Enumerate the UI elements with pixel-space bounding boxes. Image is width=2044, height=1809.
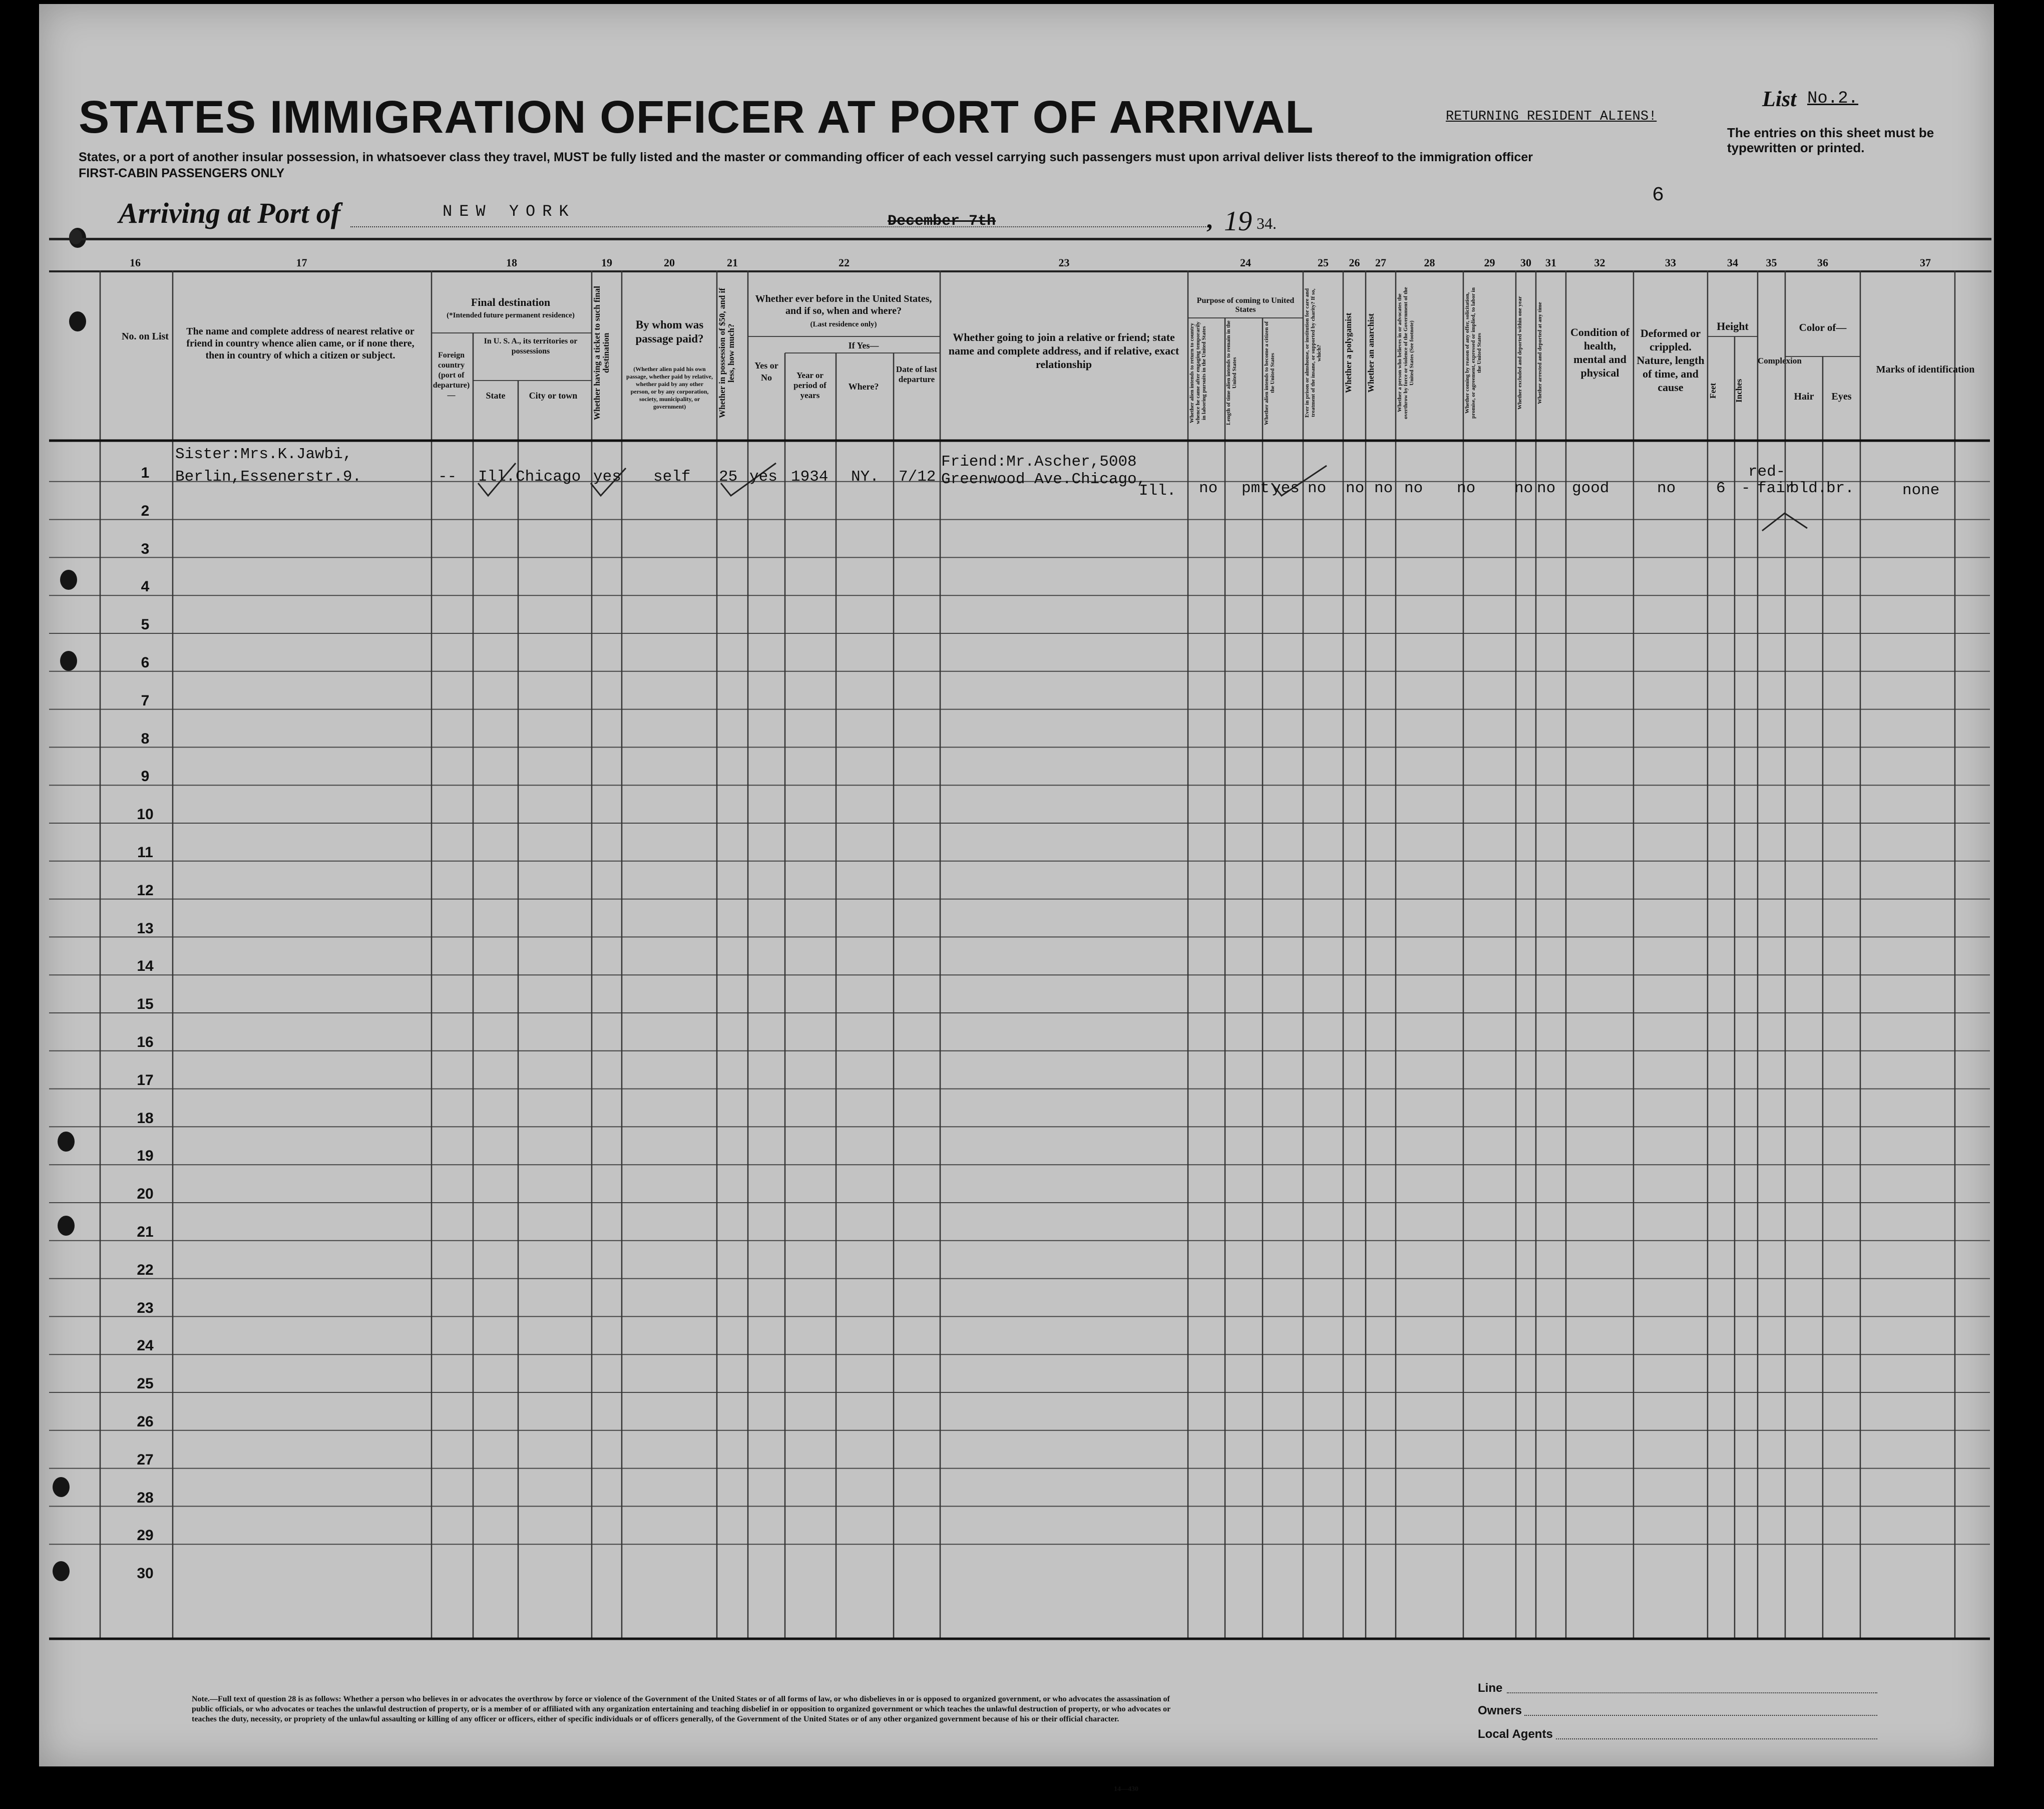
header-hair: Hair	[1794, 391, 1814, 402]
polygamist-value: no	[1346, 480, 1365, 497]
foreign-country-value: --	[438, 468, 457, 486]
header-prison: Ever in prison or almshouse, or institution for care and treatment of the insane, or supported by charity? If so, which?	[1304, 288, 1322, 418]
arriving-label: Arriving at Port of	[119, 197, 341, 229]
list-number: No.2.	[1807, 89, 1859, 108]
row-number: 15	[137, 996, 154, 1013]
purpose-citizen-value: yes	[1272, 480, 1300, 497]
header-color: Color of—	[1799, 321, 1847, 333]
page: STATES IMMIGRATION OFFICER AT PORT OF ARRIVAL States, or a port of another insular possession, in whatsoever class they travel, MUST be fully listed and the master or commanding officer of each vessel carrying such passengers must upon arrival deliver lists thereof to the immigration officer FIRST-CABIN PASSENGERS ONLY RETURNING RESIDENT ALIENS! List No.2. The entries on this sheet must be typewritten or printed. Arriving at Port of NEW YORK December 7th , 19 34. 6 16 17 18 19 20 21 22 23 24 25 26 27 28 29 30 31 32 33 34 35 36 37 No. on List The name and complete address of nearest relative or friend in country whence alien came, or if none there, then in country of which a citizen or subject. Final destination (*Intended future permanent residence) Foreign country (port of departure)— In U. S. A., its territories or possessions State City or town Whether having a ticket to such final destination By whom was passage paid? (Whether alien paid his own passage, whether paid by relative, whether paid by any other person, or by any corporation, society, municipality, or government) Whether in possession of $50, and if less, how much? Whether ever before in the United States, and if so, when and where? (Last residence only) If Yes— Yes or No Year or period of years Where? Date of last departure Whether going to join a relative or friend; state name and complete address, and if relative, exact relationship Purpose of coming to United States Whether alien intends to return to country whence he came after engaging temporarily in laboring pursuits in the United States Length of time alien intends to remain in the United States Whether alien intends to become a citizen of the United States Ever in prison or almshouse, or institution for care and treatment of the insane, or supported by charity? If so, which? Whether a polygamist Whether an anarchist Whether a person who believes in or advocates the overthrow by force or violence of the Government of the United States (See footnote) Whether coming by reason of any offer, solicitation, promise, or agreement, expressed or implied, to labor in the United States Whether excluded and deported within one year Whether arrested and deported at any time Condition of health, mental and physical Deformed or crippled. Nature, length of time, and cause Height Feet Inches Complexion Color of— Hair Eyes Marks of identification 1 2 3 4 5 6 7 8 9 10 11 12 13 14 15 16 17 18 19 20 21 22 23 24 25 26 27 28 29 30 Sister:Mrs.K.Jawbi, Berlin,Essenerstr.9. -- Ill. Chicago yes self 25 yes 1934 NY. 7/12 Friend:Mr.Ascher,5008 Greenwood Ave.Chicago, Ill. no pmt yes no no no no no no no good no 6 - fair red- bld. br. none Note.—Full text of question 28 is as follows: Whether a person who believes in or advocates the overthrow by force or violence of the Government of the United States or of all forms of law, or who disbelieves in or is opposed to organized government, or who advocates the assassination of public officials, or who advocates or teaches the unlawful destruction of property, or is a member of or affiliated with any organization entertaining and teaching disbelief in or opposition to organized government or which teaches the unlawful destruction of property, or who advocates or teaches the duty, necessity, or propriety of the unlawful assaulting or killing of any officer or officers, either of specific individuals or of officers generally, of the Government of the United States or of any other organized government because of his or their official character. 14—430 Line Owners Local Agents	[0, 0, 2044, 1809]
header-joining: Whether going to join a relative or friend; state name and complete address, and if relative, exact relationship	[948, 331, 1179, 371]
header-overthrow: Whether a person who believes in or advocates the overthrow by force or violence of the Government of the United States (See footnote)	[1397, 287, 1415, 419]
column-number: 31	[1545, 256, 1556, 269]
health-value: good	[1572, 480, 1609, 497]
row-number: 19	[137, 1148, 154, 1165]
anarchist-value: no	[1374, 480, 1393, 497]
joining-line-1: Friend:Mr.Ascher,5008	[941, 453, 1137, 471]
purpose-length-value: pmt	[1242, 480, 1270, 497]
header-if-yes: If Yes—	[848, 340, 879, 350]
header-money: Whether in possession of $50, and if less, how much?	[717, 288, 736, 418]
eyes-value: br.	[1826, 480, 1854, 497]
list-label: List	[1762, 87, 1797, 111]
overthrow-value: no	[1404, 480, 1423, 497]
row-number: 16	[137, 1034, 154, 1050]
row-number: 1	[141, 465, 150, 481]
header-ticket: Whether having a ticket to such final destination	[592, 286, 611, 420]
header-no-on-list: No. on List	[122, 331, 169, 342]
row-number: 11	[137, 844, 153, 861]
header-relative: The name and complete address of nearest relative or friend in country whence alien came, or if none there, then in country of which a citizen or subject.	[186, 326, 415, 361]
where-value: NY.	[851, 468, 879, 486]
money-value: 25	[719, 468, 738, 486]
subtitle-line-1: States, or a port of another insular possession, in whatsoever class they travel, MUST be fully listed and the master or commanding officer of each vessel carrying such passengers must upon arrival deliver lists thereof to the immigration officer	[79, 150, 1533, 164]
column-number: 25	[1318, 256, 1329, 269]
row-number: 18	[137, 1110, 154, 1127]
header-polygamist: Whether a polygamist	[1344, 312, 1353, 394]
row-number: 24	[137, 1337, 154, 1354]
header-purpose-length: Length of time alien intends to remain in the United States	[1225, 320, 1238, 426]
column-number: 35	[1766, 256, 1777, 269]
deformed-value: no	[1657, 480, 1676, 497]
year-value: 1934	[791, 468, 829, 486]
header-complexion: Complexion	[1758, 356, 1802, 366]
local-agents-field	[1556, 1738, 1877, 1739]
row-number: 9	[141, 768, 150, 785]
city-value: Chicago	[516, 468, 581, 486]
row-number: 4	[141, 578, 150, 595]
row-number: 13	[137, 920, 154, 937]
column-number: 23	[1058, 256, 1070, 269]
hair-line-1: red-	[1748, 463, 1786, 481]
purpose-return-value: no	[1199, 480, 1218, 497]
column-number: 26	[1349, 256, 1360, 269]
header-ever-before-note: (Last residence only)	[810, 320, 877, 328]
header-final-destination: Final destination	[471, 296, 551, 308]
header-anarchist: Whether an anarchist	[1366, 313, 1376, 393]
row-number: 5	[141, 616, 150, 633]
header-usa: In U. S. A., its territories or possessions	[484, 337, 578, 355]
marks-value: none	[1902, 482, 1940, 499]
row-number: 14	[137, 958, 154, 975]
page-title: STATES IMMIGRATION OFFICER AT PORT OF ARRIVAL	[79, 92, 1314, 143]
column-number: 16	[130, 256, 141, 269]
column-number: 33	[1665, 256, 1676, 269]
row-number: 3	[141, 540, 150, 557]
inches-value: -	[1741, 480, 1751, 497]
line-label: Line	[1478, 1681, 1503, 1695]
row-number: 10	[137, 806, 154, 823]
paid-by-value: self	[653, 468, 691, 486]
row-number: 25	[137, 1375, 154, 1392]
header-passage-note: (Whether alien paid his own passage, whether paid by relative, whether paid by any other person, or by any corporation, society, municipality, or government)	[626, 366, 713, 410]
joining-line-3: Ill.	[1139, 482, 1176, 500]
column-number: 30	[1520, 256, 1531, 269]
header-eyes: Eyes	[1831, 391, 1852, 402]
column-number: 20	[664, 256, 675, 269]
row-number: 30	[137, 1565, 154, 1582]
column-number: 17	[296, 256, 307, 269]
typewrite-instruction: The entries on this sheet must be typewritten or printed.	[1727, 125, 1934, 155]
ticket-value: yes	[593, 468, 621, 486]
ever-before-value: yes	[749, 468, 777, 486]
column-number: 36	[1817, 256, 1828, 269]
owners-field	[1524, 1715, 1877, 1716]
column-number: 34	[1727, 256, 1738, 269]
year-prefix: 19	[1224, 206, 1252, 237]
excluded-value: no	[1514, 480, 1533, 497]
header-year: Year or period of years	[793, 371, 827, 400]
row-number: 26	[137, 1413, 154, 1430]
column-number: 29	[1484, 256, 1495, 269]
row-number: 20	[137, 1186, 154, 1203]
header-arrested: Whether arrested and deported at any time	[1537, 302, 1543, 404]
row-number: 29	[137, 1527, 154, 1544]
column-number: 32	[1594, 256, 1605, 269]
header-purpose-citizen: Whether alien intends to become a citizen of the United States	[1264, 321, 1276, 425]
arrival-date: December 7th	[888, 213, 996, 230]
header-marks: Marks of identification	[1876, 364, 1975, 375]
column-number: 27	[1375, 256, 1386, 269]
joining-line-2: Greenwood Ave.Chicago,	[941, 471, 1146, 488]
row-number: 6	[141, 654, 150, 671]
header-ever-before: Whether ever before in the United States, and if so, when and where?	[755, 293, 932, 316]
form-number: 14—430	[1114, 1785, 1138, 1793]
row-number: 28	[137, 1489, 154, 1506]
header-where: Where?	[848, 382, 879, 392]
departure-value: 7/12	[899, 468, 936, 486]
header-deformed: Deformed or crippled. Nature, length of time, and cause	[1637, 327, 1705, 394]
row-number: 23	[137, 1299, 154, 1316]
arrested-value: no	[1537, 480, 1556, 497]
owners-label: Owners	[1478, 1704, 1522, 1717]
row-number: 21	[137, 1224, 154, 1240]
column-number: 37	[1920, 256, 1931, 269]
column-number: 28	[1424, 256, 1435, 269]
header-foreign-country: Foreign country (port of departure)—	[433, 351, 470, 400]
column-number: 19	[601, 256, 612, 269]
row-number: 22	[137, 1261, 154, 1278]
subtitle-line-2: FIRST-CABIN PASSENGERS ONLY	[79, 166, 285, 180]
header-excluded: Whether excluded and deported within one year	[1517, 296, 1523, 410]
column-number: 24	[1240, 256, 1251, 269]
prison-value: no	[1308, 480, 1327, 497]
row-number: 17	[137, 1071, 154, 1089]
footnote: Note.—Full text of question 28 is as follows: Whether a person who believes in or advocates the overthrow by force or violence of the Government of the United States or of all forms of law, or who disbelieves in or is opposed to organized government, or who advocates the assassination of public officials, or who advocates or teaches the unlawful destruction of property, or is a member of or affiliated with any organization entertaining and teaching disbelief in or opposition to organized government or which teaches the unlawful destruction of property, or who advocates or teaches the duty, necessity, or propriety of the unlawful assaulting or killing of any officer or officers, either of specific individuals or of officers generally, of the Government of the United States or of any other organized government because of his or their official character.	[192, 1695, 1170, 1723]
state-value: Ill.	[478, 468, 516, 486]
header-purpose-return: Whether alien intends to return to country whence he came after engaging temporarily in laboring pursuits in the United States	[1189, 321, 1207, 425]
corner-mark: 6	[1652, 184, 1665, 207]
arrival-port: NEW YORK	[443, 202, 576, 221]
line-field	[1507, 1692, 1877, 1693]
row-number: 8	[141, 730, 150, 747]
header-health: Condition of health, mental and physical	[1570, 326, 1629, 379]
header-state: State	[486, 391, 506, 401]
header-final-destination-note: (*Intended future permanent residence)	[447, 311, 575, 319]
header-offer: Whether coming by reason of any offer, solicitation, promise, or agreement, expressed or implied, to labor in the United States	[1464, 287, 1482, 419]
row-number: 2	[141, 502, 150, 519]
local-agents-label: Local Agents	[1478, 1727, 1553, 1741]
complexion-value: fair	[1757, 480, 1795, 497]
row-number: 7	[141, 692, 150, 709]
hair-line-2: bld.	[1790, 480, 1827, 497]
column-number: 21	[727, 256, 738, 269]
header-purpose: Purpose of coming to United States	[1196, 296, 1295, 314]
header-feet: Feet	[1708, 383, 1718, 399]
returning-stamp: RETURNING RESIDENT ALIENS!	[1446, 109, 1657, 124]
header-date-departure: Date of last departure	[896, 365, 938, 384]
row-number: 12	[137, 882, 154, 899]
relative-address-line-2: Berlin,Essenerstr.9.	[175, 468, 362, 486]
year-suffix: 34.	[1257, 214, 1277, 232]
row-number: 27	[137, 1451, 154, 1468]
column-number: 22	[839, 256, 850, 269]
header-city: City or town	[529, 391, 578, 401]
header-inches: Inches	[1734, 379, 1744, 403]
offer-value: no	[1457, 480, 1476, 497]
column-number: 18	[506, 256, 517, 269]
header-passage-paid: By whom was passage paid?	[635, 318, 704, 345]
header-height: Height	[1717, 320, 1749, 332]
feet-value: 6	[1716, 480, 1726, 497]
relative-address-line-1: Sister:Mrs.K.Jawbi,	[175, 446, 352, 463]
header-yes-no: Yes or No	[754, 360, 778, 383]
